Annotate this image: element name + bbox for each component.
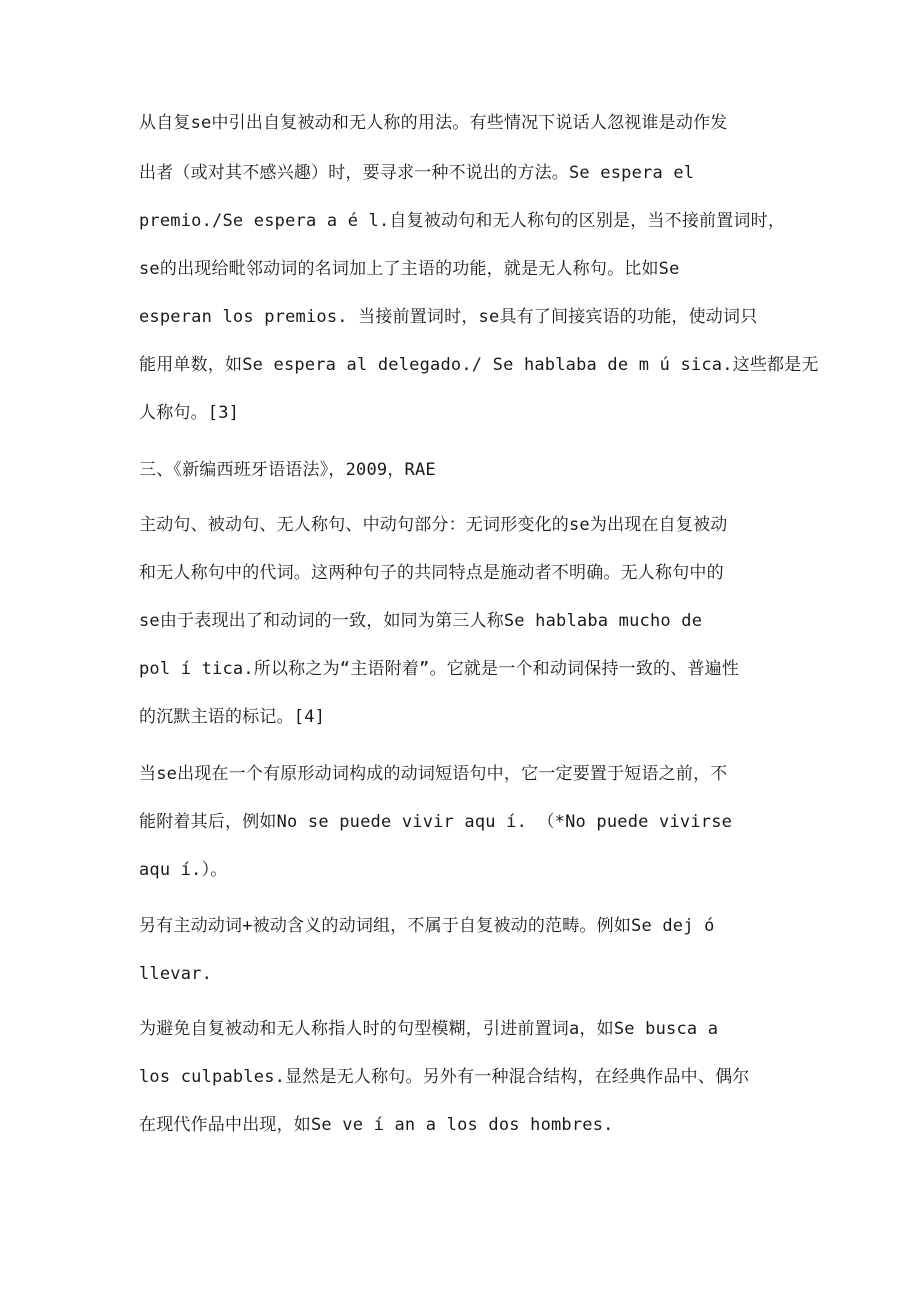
paragraph-6-line-2: los culpables.显然是无人称句。另外有一种混合结构，在经典作品中、偶尔 — [139, 1067, 750, 1087]
paragraph-1-line-4: se的出现给毗邻动词的名词加上了主语的功能，就是无人称句。比如Se — [139, 259, 680, 279]
paragraph-4-line-2: 能附着其后，例如No se puede vivir aqu í. （*No puede vivirse — [139, 812, 733, 832]
paragraph-5-line-1: 另有主动动词+被动含义的动词组，不属于自复被动的范畴。例如Se dej ó — [139, 916, 715, 936]
paragraph-1-line-2: 出者（或对其不感兴趣）时，要寻求一种不说出的方法。Se espera el — [139, 163, 695, 183]
paragraph-3-line-1: 主动句、被动句、无人称句、中动句部分：无词形变化的se为出现在自复被动 — [139, 515, 728, 535]
paragraph-1-line-6: 能用单数，如Se espera al delegado./ Se hablaba de m ú sica.这些都是无 — [139, 355, 819, 375]
section-heading: 三、《新编西班牙语语法》，2009，RAE — [139, 460, 436, 480]
paragraph-3-line-3: se由于表现出了和动词的一致，如同为第三人称Se hablaba mucho de — [139, 611, 703, 631]
paragraph-5-line-2: llevar. — [139, 964, 213, 984]
paragraph-6-line-1: 为避免自复被动和无人称指人时的句型模糊，引进前置词a，如Se busca a — [139, 1019, 719, 1039]
paragraph-3-line-2: 和无人称句中的代词。这两种句子的共同特点是施动者不明确。无人称句中的 — [139, 563, 724, 583]
paragraph-4-line-3: aqu í.）。 — [139, 860, 228, 880]
paragraph-1-line-5: esperan los premios. 当接前置词时，se具有了间接宾语的功能，使动词只 — [139, 307, 758, 327]
paragraph-3-line-4: pol í tica.所以称之为“主语附着”。它就是一个和动词保持一致的、普遍性 — [139, 659, 740, 679]
paragraph-1-line-3: premio./Se espera a é l.自复被动句和无人称句的区别是，当不接前置词时， — [139, 211, 786, 231]
paragraph-1-line-7: 人称句。[3] — [139, 403, 240, 423]
paragraph-4-line-1: 当se出现在一个有原形动词构成的动词短语句中，它一定要置于短语之前，不 — [139, 764, 728, 784]
paragraph-6-line-3: 在现代作品中出现，如Se ve í an a los dos hombres. — [139, 1115, 614, 1135]
paragraph-3-line-5: 的沉默主语的标记。[4] — [139, 707, 326, 727]
paragraph-1-line-1: 从自复se中引出自复被动和无人称的用法。有些情况下说话人忽视谁是动作发 — [139, 113, 728, 133]
